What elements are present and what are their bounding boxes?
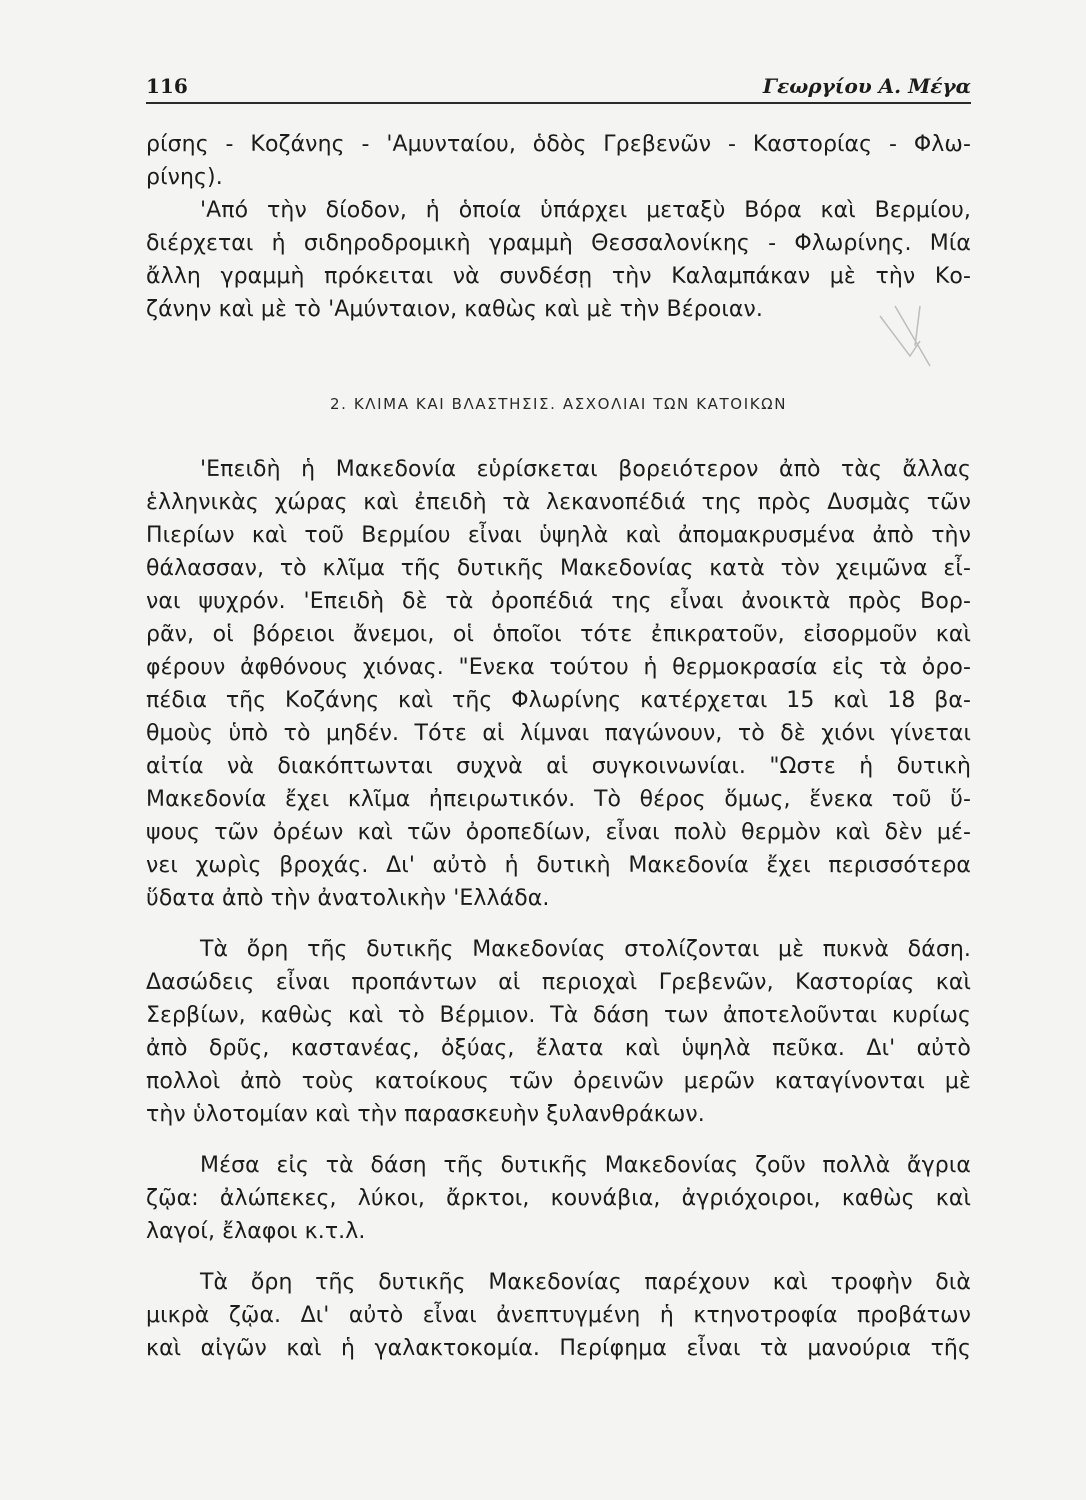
paragraph-climate bbox=[146, 453, 971, 915]
text-line: ρίνης). bbox=[146, 165, 223, 190]
text-line: ψους τῶν ὀρέων καὶ τῶν ὀροπεδίων, εἶναι πολὺ θερμὸν καὶ δὲν μέ- bbox=[146, 820, 971, 845]
text-line: φέρουν ἀφθόνους χιόνας. "Ενεκα τούτου ἡ θερμοκρασία εἰς τὰ ὀρο- bbox=[146, 655, 971, 680]
paragraph-gap bbox=[146, 915, 971, 933]
paragraph-gap bbox=[146, 1248, 971, 1266]
main-text bbox=[146, 453, 971, 1365]
text-line: πέδια τῆς Κοζάνης καὶ τῆς Φλωρίνης κατέρχεται 15 καὶ 18 βα- bbox=[146, 688, 971, 713]
text-line: Τὰ ὄρη τῆς δυτικῆς Μακεδονίας παρέχουν καὶ τροφὴν διὰ bbox=[200, 1270, 971, 1295]
text-line: ὕδατα ἀπὸ τὴν ἀνατολικὴν 'Ελλάδα. bbox=[146, 886, 550, 911]
running-head: Γεωργίου Α. Μέγα bbox=[762, 74, 971, 98]
text-line: Δασώδεις εἶναι προπάντων αἱ περιοχαὶ Γρεβενῶν, Καστορίας καὶ bbox=[146, 970, 971, 995]
text-line: πολλοὶ ἀπὸ τοὺς κατοίκους τῶν ὀρεινῶν μερῶν καταγίνονται μὲ bbox=[146, 1069, 971, 1094]
text-line: 'Από τὴν δίοδον, ἡ ὁποία ὑπάρχει μεταξὺ Βόρα καὶ Βερμίου, bbox=[200, 198, 971, 223]
page-number: 116 bbox=[146, 74, 188, 98]
text-line: αἰτία νὰ διακόπτωνται συχνὰ αἱ συγκοινωνίαι. "Ωστε ἡ δυτικὴ bbox=[146, 754, 971, 779]
text-line: Τὰ ὄρη τῆς δυτικῆς Μακεδονίας στολίζονται μὲ πυκνὰ δάση. bbox=[200, 937, 971, 962]
text-line: μικρὰ ζῷα. Δι' αὐτὸ εἶναι ἀνεπτυγμένη ἡ κτηνοτροφία προβάτων bbox=[146, 1303, 971, 1328]
section-heading: 2. ΚΛΙΜΑ ΚΑΙ ΒΛΑΣΤΗΣΙΣ. ΑΣΧΟΛΙΑΙ ΤΩΝ ΚΑΤΟΙΚΩΝ bbox=[329, 395, 788, 413]
text-line: Μέσα εἰς τὰ δάση τῆς δυτικῆς Μακεδονίας ζοῦν πολλὰ ἄγρια bbox=[200, 1153, 971, 1178]
text-line: λαγοί, ἔλαφοι κ.τ.λ. bbox=[146, 1219, 366, 1244]
text-line: ναι ψυχρόν. 'Επειδὴ δὲ τὰ ὀροπέδιά της εἶναι ἀνοικτὰ πρὸς Βορ- bbox=[146, 589, 971, 614]
paragraph-forests bbox=[146, 933, 971, 1131]
paragraph-animals bbox=[146, 1149, 971, 1248]
text-line: ρᾶν, οἱ βόρειοι ἄνεμοι, οἱ ὁποῖοι τότε ἐπικρατοῦν, εἰσορμοῦν καὶ bbox=[146, 622, 971, 647]
text-line: θμοὺς ὑπὸ τὸ μηδέν. Τότε αἱ λίμναι παγώνουν, τὸ δὲ χιόνι γίνεται bbox=[146, 721, 971, 746]
text-line: ζῷα: ἀλώπεκες, λύκοι, ἄρκτοι, κουνάβια, ἀγριόχοιροι, καθὼς καὶ bbox=[146, 1186, 971, 1211]
pencil-mark bbox=[860, 286, 990, 386]
text-line: ἀπὸ δρῦς, καστανέας, ὀξύας, ἔλατα καὶ ὑψηλὰ πεῦκα. Δι' αὐτὸ bbox=[146, 1036, 971, 1061]
text-line: 'Επειδὴ ἡ Μακεδονία εὑρίσκεται βορειότερον ἀπὸ τὰς ἄλλας bbox=[200, 457, 971, 482]
text-line: Πιερίων καὶ τοῦ Βερμίου εἶναι ὑψηλὰ καὶ ἀπομακρυσμένα ἀπὸ τὴν bbox=[146, 523, 971, 548]
intro-text bbox=[146, 128, 971, 326]
text-line: ἄλλη γραμμὴ πρόκειται νὰ συνδέσῃ τὴν Καλαμπάκαν μὲ τὴν Κο- bbox=[146, 264, 971, 289]
paragraph-livestock bbox=[146, 1266, 971, 1365]
text-line: Μακεδονία ἔχει κλῖμα ἠπειρωτικόν. Τὸ θέρος ὅμως, ἕνεκα τοῦ ὕ- bbox=[146, 787, 971, 812]
text-line: ἑλληνικὰς χώρας καὶ ἐπειδὴ τὰ λεκανοπέδιά της πρὸς Δυσμὰς τῶν bbox=[146, 490, 971, 515]
page-header bbox=[146, 72, 971, 104]
text-line: διέρχεται ἡ σιδηροδρομικὴ γραμμὴ Θεσσαλονίκης - Φλωρίνης. Μία bbox=[146, 231, 971, 256]
text-line: θάλασσαν, τὸ κλῖμα τῆς δυτικῆς Μακεδονίας κατὰ τὸν χειμῶνα εἶ- bbox=[146, 556, 971, 581]
text-line: τὴν ὑλοτομίαν καὶ τὴν παρασκευὴν ξυλανθράκων. bbox=[146, 1102, 705, 1127]
text-line: καὶ αἰγῶν καὶ ἡ γαλακτοκομία. Περίφημα εἶναι τὰ μανούρια τῆς bbox=[146, 1336, 971, 1361]
text-line: ζάνην καὶ μὲ τὸ 'Αμύνταιον, καθὼς καὶ μὲ τὴν Βέροιαν. bbox=[146, 297, 763, 322]
text-line: Σερβίων, καθὼς καὶ τὸ Βέρμιον. Τὰ δάση των ἀποτελοῦνται κυρίως bbox=[146, 1003, 971, 1028]
text-line: ρίσης - Κοζάνης - 'Αμυνταίου, ὁδὸς Γρεβενῶν - Καστορίας - Φλω- bbox=[146, 132, 971, 157]
paragraph-gap bbox=[146, 1131, 971, 1149]
text-line: νει χωρὶς βροχάς. Δι' αὐτὸ ἡ δυτικὴ Μακεδονία ἔχει περισσότερα bbox=[146, 853, 971, 878]
